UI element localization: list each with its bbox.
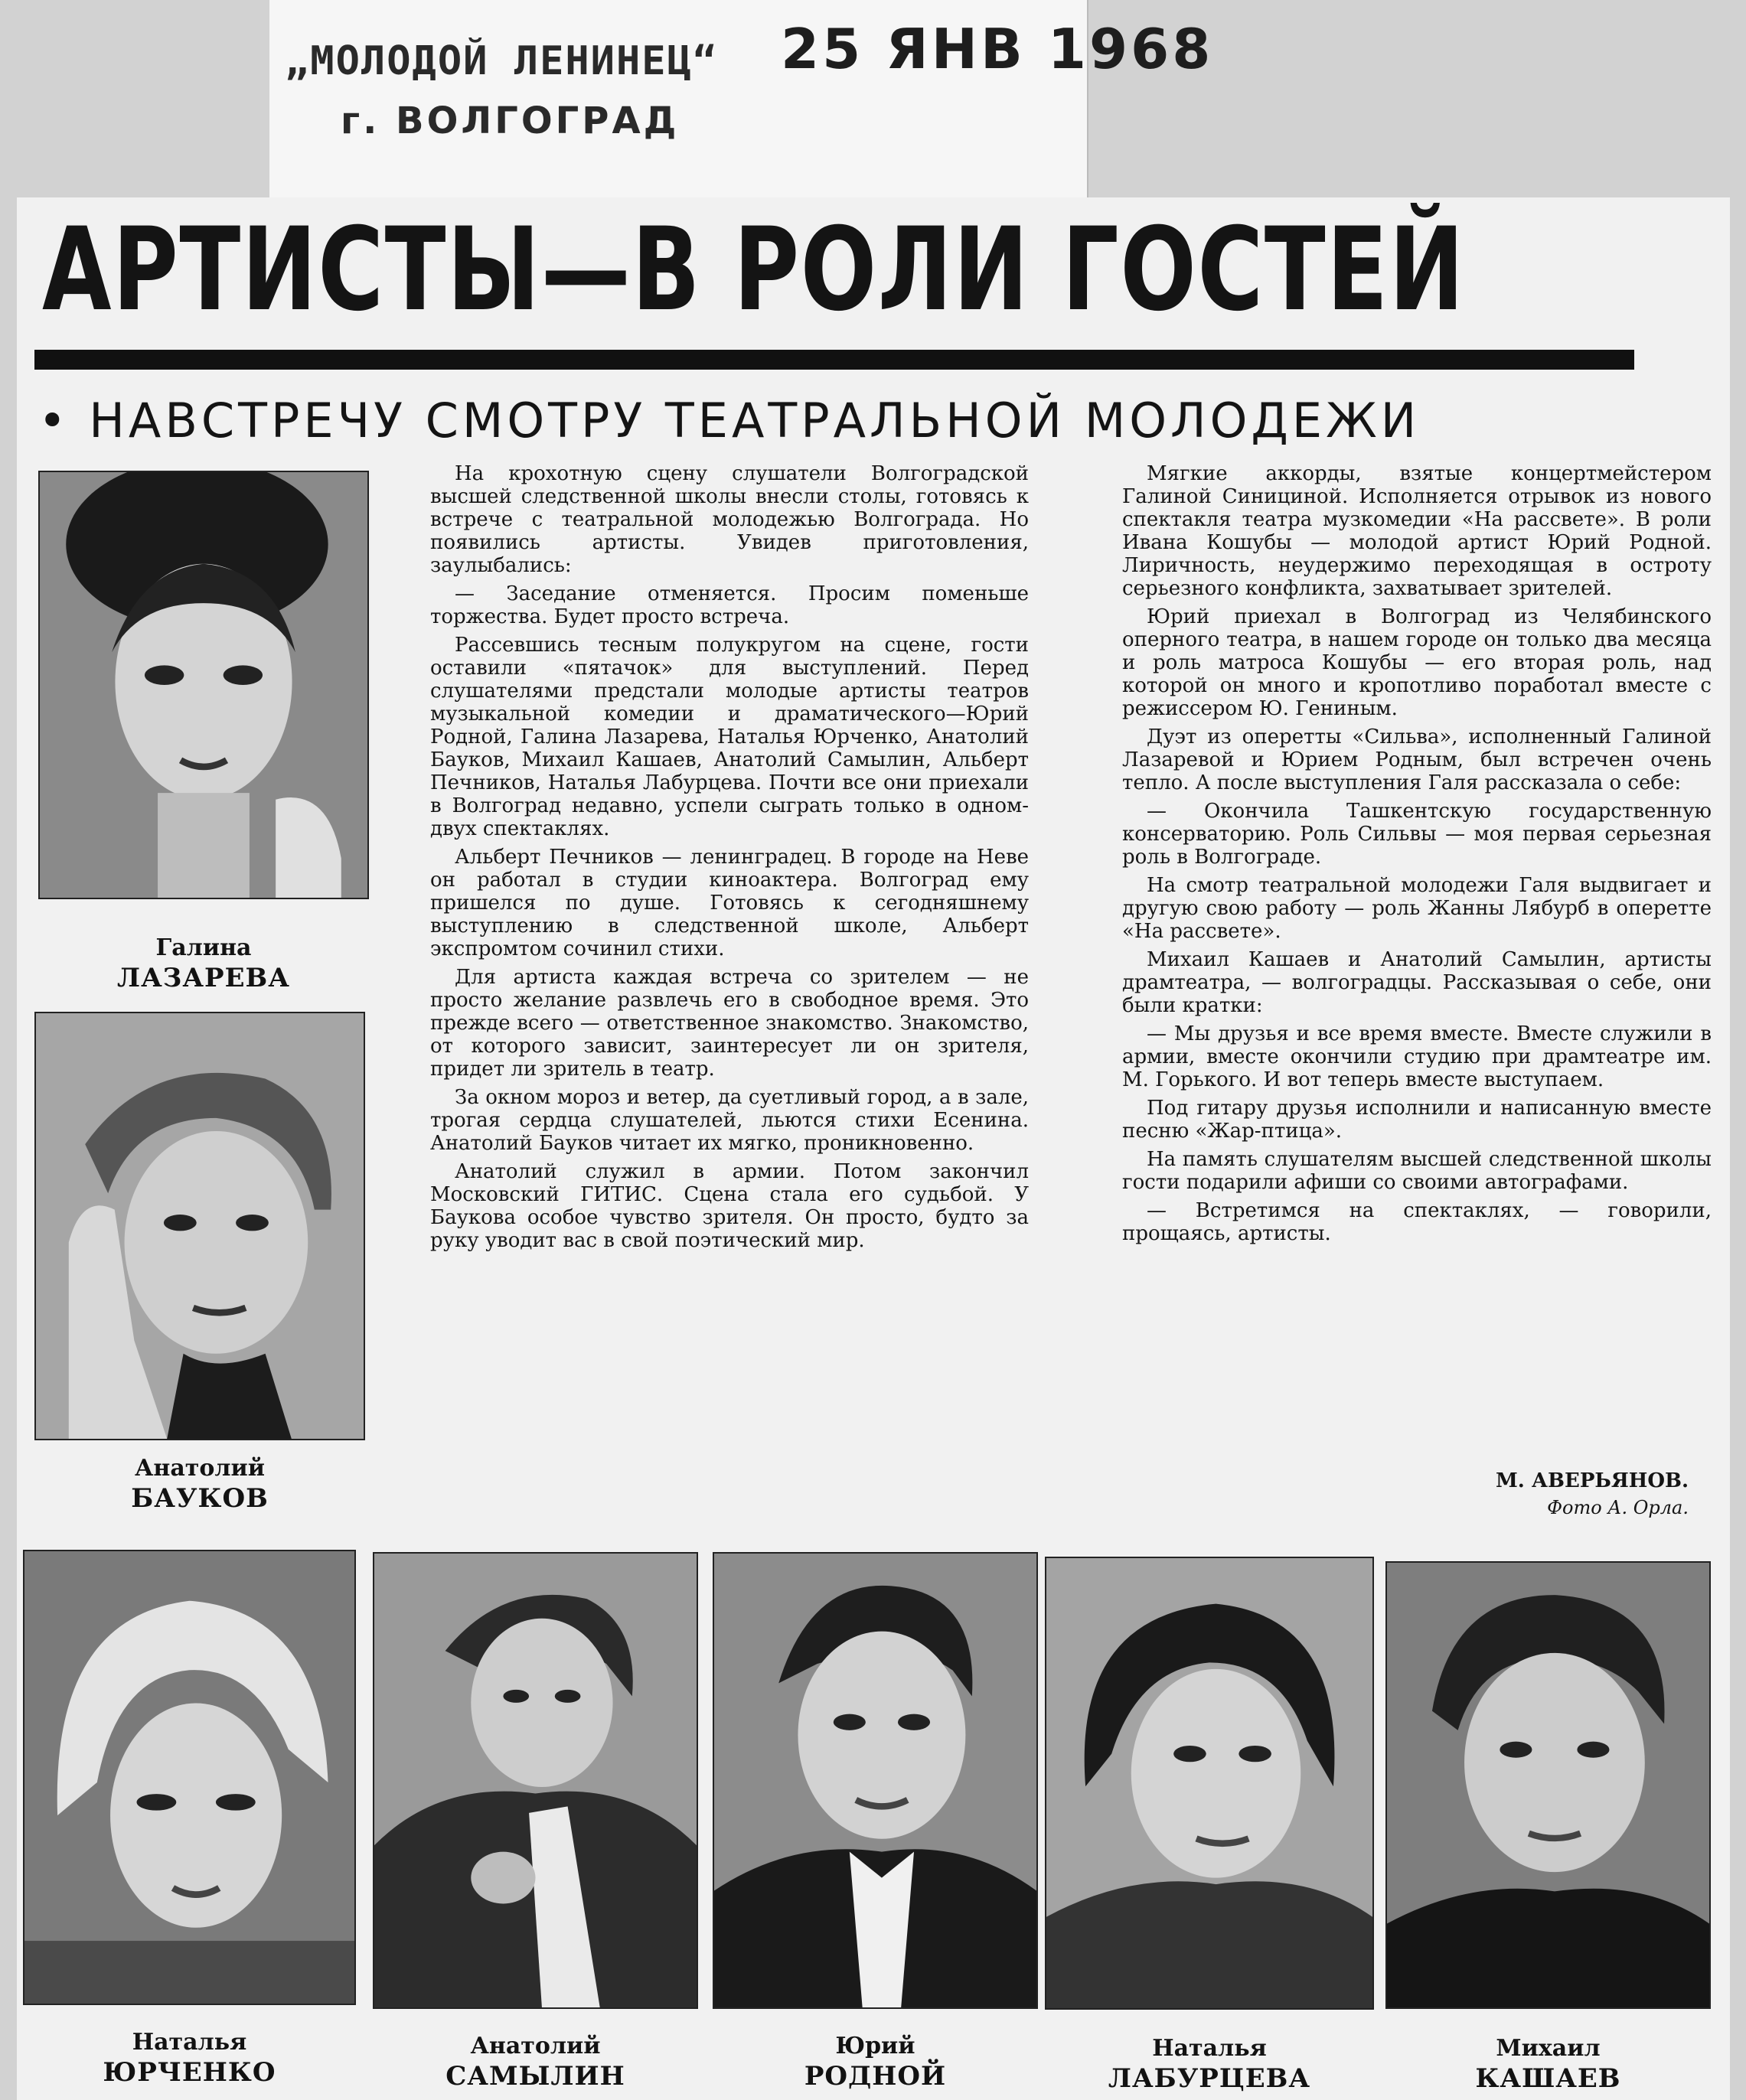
paragraph: Юрий приехал в Волгоград из Челябинского оперного театра, в нашем городе он только два месяца и роль матроса Кошубы — его вторая роль, над которой он много и кропотливо поработал вместе с режиссером Ю. Гениным. [1122,605,1712,720]
portrait-first-name: Наталья [132,2029,247,2056]
portrait-photo-laburtseva [1045,1557,1374,2010]
paragraph: На крохотную сцену слушатели Волгоградской высшей следственной школы внесли столы, готовясь к встрече с театральной молодежью Волгограда. Но появились артисты. Увидев приготовления, заулыбались: [430,462,1029,577]
portrait-photo-rodnoy [713,1552,1038,2009]
portrait-last-name: БАУКОВ [131,1483,269,1514]
portrait-first-name: Наталья [1152,2035,1267,2062]
headline-rule [34,350,1634,370]
headline: АРТИСТЫ—В РОЛИ ГОСТЕЙ [42,204,1466,337]
paragraph: Под гитару друзья исполнили и написанную вместе песню «Жар-птица». [1122,1097,1712,1143]
portrait-last-name: ЮРЧЕНКО [103,2057,276,2088]
portrait-last-name: КАШАЕВ [1475,2063,1621,2094]
portrait-caption-kashaev [1385,2034,1711,2094]
article-column-2 [1122,462,1712,1251]
portrait-first-name: Галина [155,934,252,961]
paragraph: Рассевшись тесным полукругом на сцене, гости оставили «пятачок» для выступлений. Перед слушателями предстали молодые артисты театров музыкальной комедии и драматического—Юрий Родной, Галина Лазарева, Наталья Юрченко, Анатолий Бауков, Михаил Кашаев, Анатолий Самылин, Альберт Печников, Наталья Лабурцева. Почти все они приехали в Волгоград недавно, успели сыграть только в одном-двух спектаклях. [430,634,1029,840]
paragraph: Анатолий служил в армии. Потом закончил Московский ГИТИС. Сцена стала его судьбой. У Баукова особое чувство зрителя. Он просто, будто за руку уводит вас в свой поэтический мир. [430,1160,1029,1252]
paragraph: Альберт Печников — ленинградец. В городе на Неве он работал в студии киноактера. Волгоград ему пришелся по душе. Готовясь к сегодняшнему выступлению в следственной школе, Альберт экспромтом сочинил стихи. [430,846,1029,960]
portrait-caption-rodnoy [713,2032,1038,2092]
portrait-photo-baukov [34,1012,365,1440]
stamp-city: г. ВОЛГОГРАД [341,99,680,142]
byline: М. АВЕРЬЯНОВ. [1495,1469,1689,1492]
portrait-first-name: Анатолий [134,1455,266,1482]
portrait-photo-yurchenko [23,1550,356,2005]
paragraph: На смотр театральной молодежи Галя выдвигает и другую свою работу — роль Жанны Лябурб в оперетте «На рассвете». [1122,874,1712,943]
paragraph: За окном мороз и ветер, да суетливый город, а в зале, трогая сердца слушателей, льются стихи Есенина. Анатолий Бауков читает их мягко, проникновенно. [430,1086,1029,1155]
paragraph: — Заседание отменяется. Просим поменьше торжества. Будет просто встреча. [430,582,1029,628]
portrait-caption-samylin [373,2032,698,2092]
portrait-caption-baukov [34,1454,365,1514]
paragraph: — Встретимся на спектаклях, — говорили, прощаясь, артисты. [1122,1199,1712,1245]
paragraph: Михаил Кашаев и Анатолий Самылин, артисты драмтеатра, — волгоградцы. Рассказывая о себе, они были кратки: [1122,948,1712,1017]
portrait-first-name: Михаил [1496,2035,1601,2062]
photo-credit: Фото А. Орла. [1547,1497,1689,1518]
stamp-newspaper-name: „МОЛОДОЙ ЛЕНИНЕЦ“ [285,38,719,84]
portrait-caption-laburtseva [1045,2034,1374,2094]
paragraph: Мягкие аккорды, взятые концертмейстером Галиной Синициной. Исполняется отрывок из нового спектакля театра музкомедии «На рассвете». В роли Ивана Кошубы — молодой артист Юрий Родной. Лиричность, неудержимо переходящая в остроту серьезного конфликта, захватывает зрителей. [1122,462,1712,600]
portrait-last-name: САМЫЛИН [445,2061,625,2092]
paragraph: — Мы друзья и все время вместе. Вместе служили в армии, вместе окончили студию при драмтеатре им. М. Горького. И вот теперь вместе выступаем. [1122,1022,1712,1091]
portrait-photo-kashaev [1385,1561,1711,2009]
stamp-date: 25 ЯНВ 1968 [781,17,1214,81]
paragraph: Дуэт из оперетты «Сильва», исполненный Галиной Лазаревой и Юрием Родным, был встречен очень тепло. А после выступления Галя рассказала о себе: [1122,726,1712,794]
portrait-photo-lazareva [38,471,369,899]
portrait-caption-lazareva [38,934,369,993]
portrait-last-name: ЛАЗАРЕВА [117,963,290,993]
portrait-photo-samylin [373,1552,698,2009]
portrait-first-name: Анатолий [470,2033,601,2059]
paragraph: На память слушателям высшей следственной школы гости подарили афиши со своими автографами. [1122,1148,1712,1194]
portrait-first-name: Юрий [835,2033,915,2059]
portrait-last-name: ЛАБУРЦЕВА [1108,2063,1311,2094]
article-column-1 [430,462,1029,1257]
subheadline: • НАВСТРЕЧУ СМОТРУ ТЕАТРАЛЬНОЙ МОЛОДЕЖИ [38,393,1421,448]
paragraph: Для артиста каждая встреча со зрителем — не просто желание развлечь его в свободное время. Это прежде всего — ответственное знакомство. Знакомство, от которого зависит, заинтересует ли он зрителя, придет ли зритель в театр. [430,966,1029,1081]
paragraph: — Окончила Ташкентскую государственную консерваторию. Роль Сильвы — моя первая серьезная роль в Волгограде. [1122,800,1712,869]
portrait-last-name: РОДНОЙ [804,2061,947,2092]
portrait-caption-yurchenko [23,2028,356,2088]
